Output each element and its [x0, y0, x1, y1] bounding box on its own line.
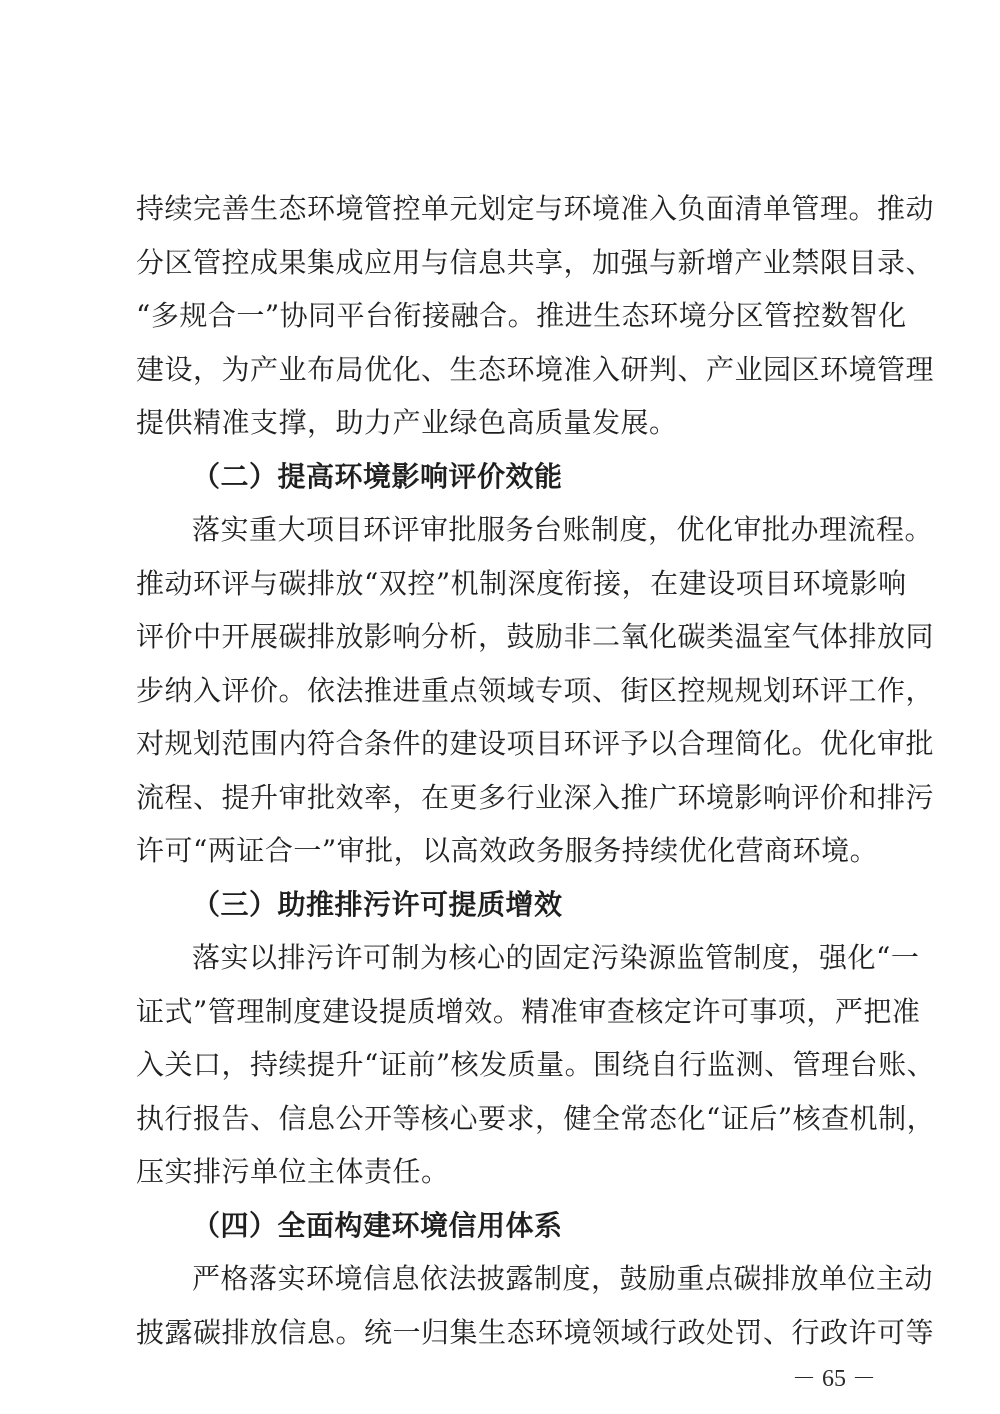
paragraph-line: 严格落实环境信息依法披露制度，鼓励重点碳排放单位主动 [192, 1262, 934, 1295]
paragraph-line: 入关口，持续提升“证前”核发质量。围绕自行监测、管理台账、 [136, 1048, 936, 1081]
paragraph-line: 对规划范围内符合条件的建设项目环评予以合理简化。优化审批 [136, 727, 935, 760]
paragraph-line: “多规合一”协同平台衔接融合。推进生态环境分区管控数智化 [136, 299, 907, 332]
paragraph-line: 证式”管理制度建设提质增效。精准审查核定许可事项，严把准 [136, 994, 921, 1028]
body-text [136, 182, 936, 1359]
paragraph-line: 流程、提升审批效率，在更多行业深入推广环境影响评价和排污 [136, 780, 935, 814]
paragraph-line: 披露碳排放信息。统一归集生态环境领域行政处罚、行政许可等 [136, 1315, 935, 1349]
paragraph-line: 压实排污单位主体责任。 [136, 1155, 450, 1188]
paragraph-line: 持续完善生态环境管控单元划定与环境准入负面清单管理。推动 [136, 192, 935, 225]
section-heading: （四）全面构建环境信用体系 [192, 1208, 563, 1242]
paragraph-line: 提供精准支撑，助力产业绿色高质量发展。 [136, 406, 678, 439]
paragraph-line: 落实以排污许可制为核心的固定污染源监管制度，强化“一 [192, 941, 920, 974]
paragraph-line: 许可“两证合一”审批，以高效政务服务持续优化营商环境。 [136, 834, 879, 867]
section-heading: （二）提高环境影响评价效能 [192, 459, 563, 493]
paragraph-line: 推动环评与碳排放“双控”机制深度衔接，在建设项目环境影响 [136, 566, 907, 600]
paragraph-line: 分区管控成果集成应用与信息共享，加强与新增产业禁限目录、 [136, 245, 935, 279]
page-number: － 65 － [792, 1366, 876, 1392]
section-heading: （三）助推排污许可提质增效 [192, 887, 563, 921]
paragraph-line: 评价中开展碳排放影响分析，鼓励非二氧化碳类温室气体排放同 [136, 620, 935, 653]
paragraph-line: 落实重大项目环评审批服务台账制度，优化审批办理流程。 [192, 513, 934, 546]
paragraph-line: 步纳入评价。依法推进重点领域专项、街区控规规划环评工作， [136, 673, 935, 707]
paragraph-line: 建设，为产业布局优化、生态环境准入研判、产业园区环境管理 [136, 352, 935, 386]
paragraph-line: 执行报告、信息公开等核心要求，健全常态化“证后”核查机制， [136, 1101, 936, 1135]
